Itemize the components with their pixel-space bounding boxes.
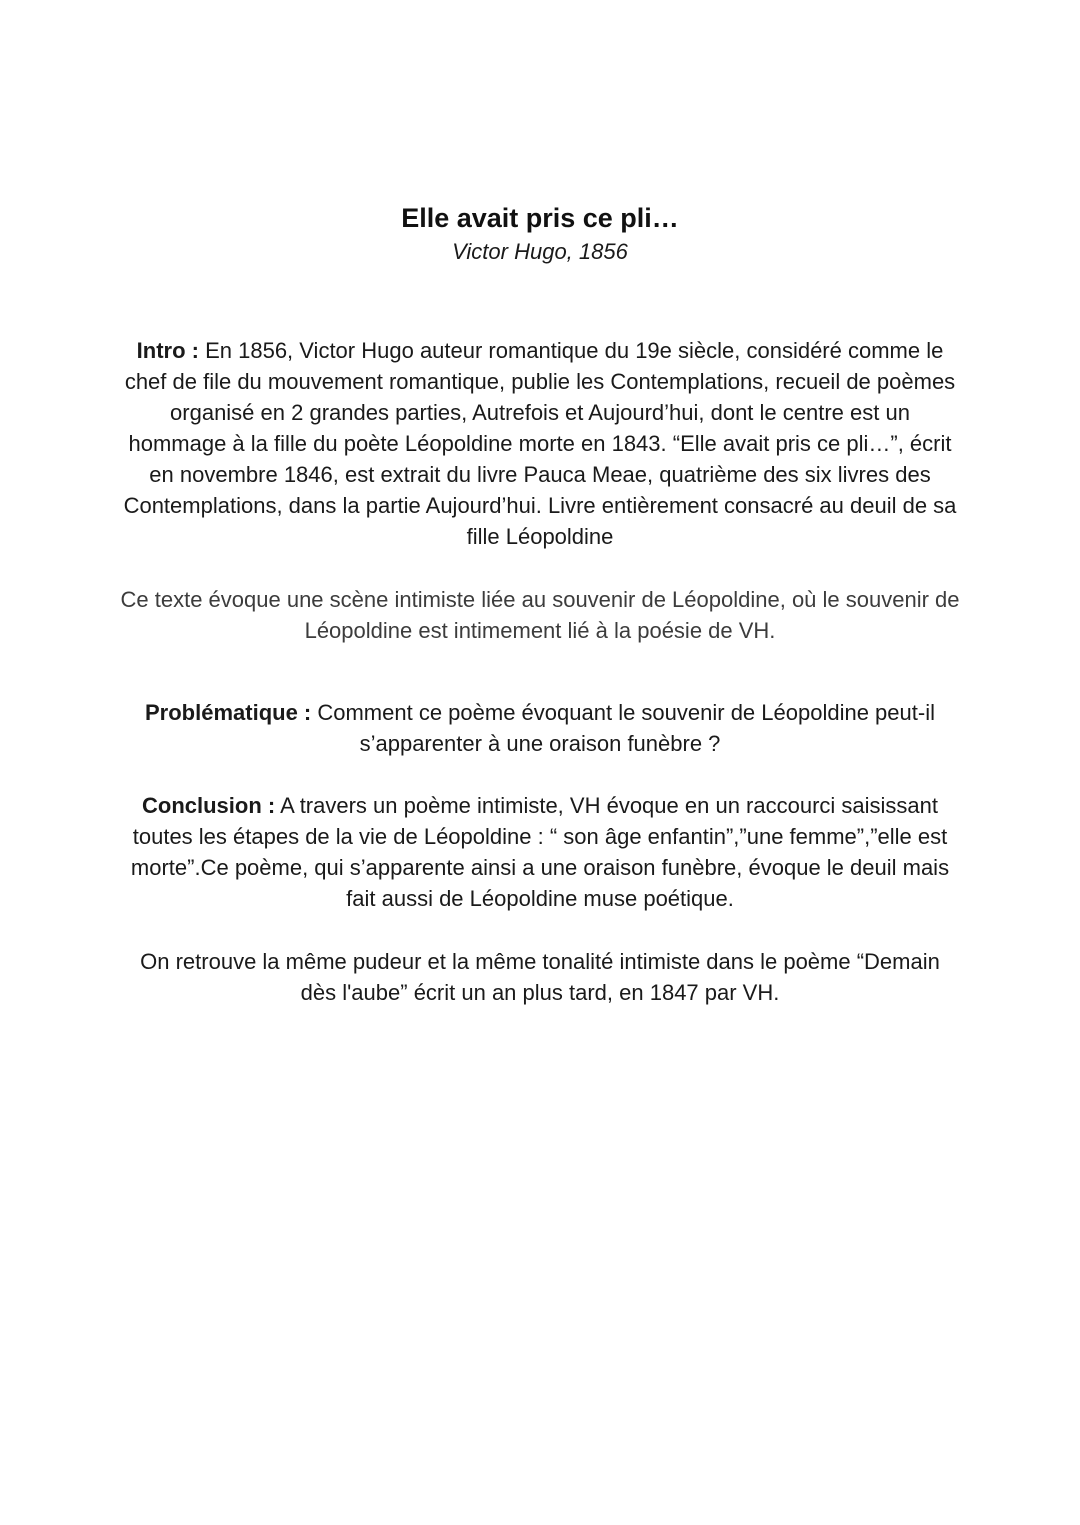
note-paragraph (120, 584, 960, 646)
conclusion-paragraph (120, 790, 960, 914)
intro-text: En 1856, Victor Hugo auteur romantique du 19e siècle, considéré comme le chef de file du mouvement romantique, publie les Contemplations, recueil de poèmes organisé en 2 grandes parties, Autrefois et Aujourd’hui, dont le centre est un hommage à la fille du poète Léopoldine morte en 1843. “Elle avait pris ce pli…”, écrit en novembre 1846, est extrait du livre Pauca Meae, quatrième des six livres des Contemplations, dans la partie Aujourd’hui. Livre entièrement consacré au deuil de sa fille Léopoldine (123, 338, 957, 549)
conclusion-text: A travers un poème intimiste, VH évoque en un raccourci saisissant toutes les étapes de la vie de Léopoldine : “ son âge enfantin”,”une femme”,”elle est morte”.Ce poème, qui s’apparente ainsi a une oraison funèbre, évoque le deuil mais fait aussi de Léopoldine muse poétique. (130, 793, 950, 911)
intro-paragraph (120, 335, 960, 552)
note-text: Ce texte évoque une scène intimiste liée au souvenir de Léopoldine, où le souvenir de Léopoldine est intimement lié à la poésie de VH. (120, 587, 960, 643)
intro-label: Intro : (136, 338, 199, 363)
problematique-text: Comment ce poème évoquant le souvenir de Léopoldine peut-il s’apparenter à une oraison funèbre ? (311, 700, 935, 756)
conclusion-label: Conclusion : (142, 793, 276, 818)
ouverture-text: On retrouve la même pudeur et la même tonalité intimiste dans le poème “Demain dès l'aube” écrit un an plus tard, en 1847 par VH. (140, 949, 940, 1005)
ouverture-paragraph (120, 946, 960, 1008)
document-subtitle: Victor Hugo, 1856 (452, 239, 628, 264)
problematique-label: Problématique : (145, 700, 312, 725)
document-title: Elle avait pris ce pli… (401, 203, 679, 233)
problematique-paragraph (120, 697, 960, 759)
